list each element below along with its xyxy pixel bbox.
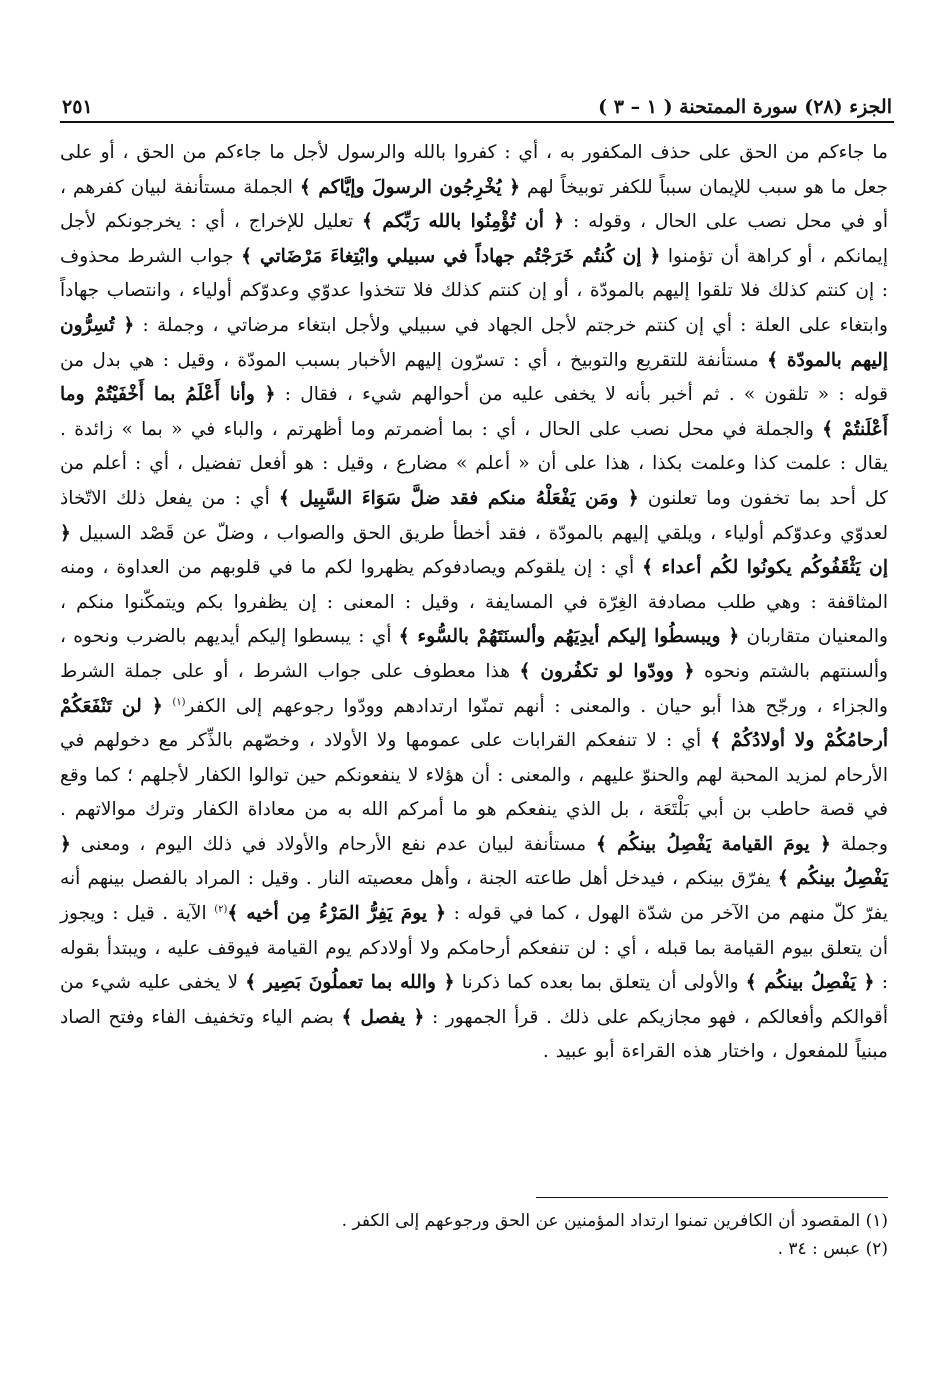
commentary-segment: الآية . قيل : ويجوز أن يتعلق بيوم القيامة بما قبله ، أي : لن تنفعكم أرحامكم ولا أولادكم يوم القيامة فيوقف عليه ، ويبتدأ بقوله : <box>60 903 888 994</box>
commentary-text <box>60 136 888 1070</box>
footnotes <box>60 1207 888 1263</box>
commentary-segment: ما جاءكم من الحق على حذف المكفور به ، أي : كفروا بالله والرسول لأجل ما جاءكم من الحق ، أو على جعل ما هو سبب للإيمان سبباً للكفر توبيخاً لهم <box>60 142 888 198</box>
quran-quote: ﴿ إن كُنتُم خَرَجْتُم جهاداً في سبيلي وابْتِغاءَ مَرْضَاتي ﴾ <box>241 245 661 267</box>
commentary-segment: أي : إن يلقوكم ويصادفوكم يظهروا لكم ما في قلوبهم من العداوة ، ومنه المثاقفة : وهي طلب مصادفة الغِرّة في المسايفة ، وقيل : المعنى : إن يظفروا بكم ويتمكّنوا منكم ، والمعنيان متقاربان <box>60 557 888 648</box>
commentary-segment: مستأنفة للتقريع والتوبيخ ، أي : تسرّون إليهم الأخبار بسبب المودّة ، وقيل : هي بدل من قوله : « تلقون » . ثم أخبر بأنه لا يخفى عليه من أحوالهم شيء ، فقال : <box>60 349 888 406</box>
header-rule <box>60 121 894 123</box>
quran-quote: ﴿ يفصل ﴾ <box>341 1006 425 1028</box>
commentary-segment: بضم الياء وتخفيف الفاء وفتح الصاد مبنياً للمفعول ، واختار هذه القراءة أبو عبيد . <box>60 1006 888 1063</box>
quran-quote: ﴿ وودّوا لو تكفُرون ﴾ <box>519 660 695 682</box>
footnote-2: (٢) عبس : ٣٤ . <box>777 1239 888 1259</box>
footnote-1: (١) المقصود أن الكافرين تمنوا ارتداد المؤمنين عن الحق ورجوعهم إلى الكفر . <box>341 1211 888 1231</box>
quran-quote: ﴿ وأنا أَعْلَمُ بما أَخْفَيْتُمْ وما أَعْلَنتُمْ ﴾ <box>60 384 888 440</box>
quran-quote: ﴿ ويبسطُوا إليكم أيدِيَهُم وألسنَتَهُمْ بالسُّوء ﴾ <box>398 626 740 648</box>
commentary-segment: والجملة في محل نصب على الحال ، أي : بما أضمرتم وما أظهرتم ، والباء في « بما » زائدة . يقال : علمت كذا وعلمت بكذا ، هذا على أن « أعلم » مضارع ، وقيل : هو أفعل تفضيل ، أي : أعلم من كل أحد بما تخفون وما تعلنون <box>60 418 888 509</box>
commentary-segment: لا يخفى عليه شيء من أقوالكم وأفعالكم ، فهو مجازيكم على ذلك . قرأ الجمهور : <box>60 972 888 1028</box>
quran-quote: ﴿ أن تُؤْمِنُوا بالله رَبِّكم ﴾ <box>362 211 565 233</box>
running-title: الجزء (٢٨) سورة الممتحنة ( ١ – ٣ ) <box>598 96 892 118</box>
commentary-segment: تعليل للإخراج ، أي : يخرجونكم لأجل إيمانكم ، أو كراهة أن تؤمنوا <box>60 211 888 267</box>
quran-quote: ﴿ يومَ القيامة يَفْصِلُ بينكُم ﴾ <box>595 833 831 855</box>
page-header <box>62 84 892 118</box>
quran-quote: ﴿ تُسِرُّون إليهم بالمودّة ﴾ <box>60 314 889 371</box>
commentary-segment: جواب الشرط محذوف : إن كنتم كذلك فلا تلقوا إليهم بالمودّة ، أو إن كنتم كذلك فلا تتخذوا عدوّي وعدوّكم أولياء ، وانتصاب جهاداً وابتغاء على العلة : أي إن كنتم خرجتم لأجل الجهاد في سبيلي ولأجل ابتغاء مرضاتي ، وجملة : <box>60 245 888 336</box>
footnote-rule <box>536 1197 888 1198</box>
quran-quote: ﴿ لن تَنْفَعَكُمْ أرحامُكُمْ ولا أولادُكُمْ ﴾ <box>60 695 888 752</box>
commentary-segment: أي : يبسطوا إليكم أيديهم بالضرب ونحوه ، وألسنتهم بالشتم ونحوه <box>60 626 888 682</box>
commentary-paragraph <box>60 136 888 1070</box>
footnote-marker: (١) <box>172 696 186 708</box>
quran-quote: ﴿ يومَ يَفِرُّ المَرْءُ مِن أخيه ﴾ <box>227 903 447 925</box>
commentary-segment: الجملة مستأنفة لبيان كفرهم ، أو في محل نصب على الحال ، وقوله : <box>60 176 888 233</box>
commentary-segment: مستأنفة لبيان عدم نفع الأرحام والأولاد في ذلك اليوم ، ومعنى <box>70 833 596 855</box>
commentary-segment: هذا معطوف على جواب الشرط ، أو على جملة الشرط والجزاء ، ورجّح هذا أبو حيان . والمعنى : أنهم تمنّوا ارتدادهم وودّوا رجوعهم إلى الكفر <box>60 660 888 717</box>
quran-quote: ﴿ والله بما تعملُونَ بَصِير ﴾ <box>245 972 455 994</box>
quran-quote: ﴿ إن يَثْقَفُوكُم يكونُوا لكُم أعداء ﴾ <box>60 522 888 579</box>
commentary-segment: والأولى أن يتعلق بما بعده كما ذكرنا <box>454 972 746 994</box>
commentary-segment: يفرّق بينكم ، فيدخل أهل طاعته الجنة ، وأهل معصيته النار . وقيل : المراد بالفصل بينهم أنه يفرّ كلّ منهم من الآخر من شدّة الهول ، كما في قوله : <box>60 868 888 925</box>
page-number: ٢٥١ <box>62 96 93 118</box>
quran-quote: ﴿ يَفْصِلُ بينكُم ﴾ <box>745 972 875 994</box>
commentary-segment: أي : لا تنفعكم القرابات على عمومها ولا الأولاد ، وخصّهم بالذِّكر مع دخولهم في الأرحام لمزيد المحبة لهم والحنوّ عليهم ، والمعنى : أن هؤلاء لا ينفعونكم حين توالوا الكفار لأجلهم ؛ كما وقع في قصة حاطب بن أبي بَلْتَعَة ، بل الذي ينفعكم هو ما أمركم الله به من معاداة الكفار وترك موالاتهم . وجملة <box>60 730 889 855</box>
footnote-marker: (٢) <box>214 903 228 915</box>
quran-quote: ﴿ ومَن يَفْعَلْهُ منكم فقد ضلَّ سَوَاءَ السَّبِيل ﴾ <box>278 487 639 509</box>
quran-quote: ﴿ يُخْرِجُون الرسولَ وإيَّاكم ﴾ <box>299 176 521 198</box>
quran-quote: ﴿ يَفْصِلُ بينكُم ﴾ <box>60 833 888 890</box>
commentary-segment: أي : من يفعل ذلك الاتّخاذ لعدوّي وعدوّكم أولياء ، ويلقي إليهم بالمودّة ، فقد أخطأ طريق الحق والصواب ، وضلّ عن قَصْد السبيل <box>60 487 888 544</box>
commentary-segment <box>163 696 173 717</box>
